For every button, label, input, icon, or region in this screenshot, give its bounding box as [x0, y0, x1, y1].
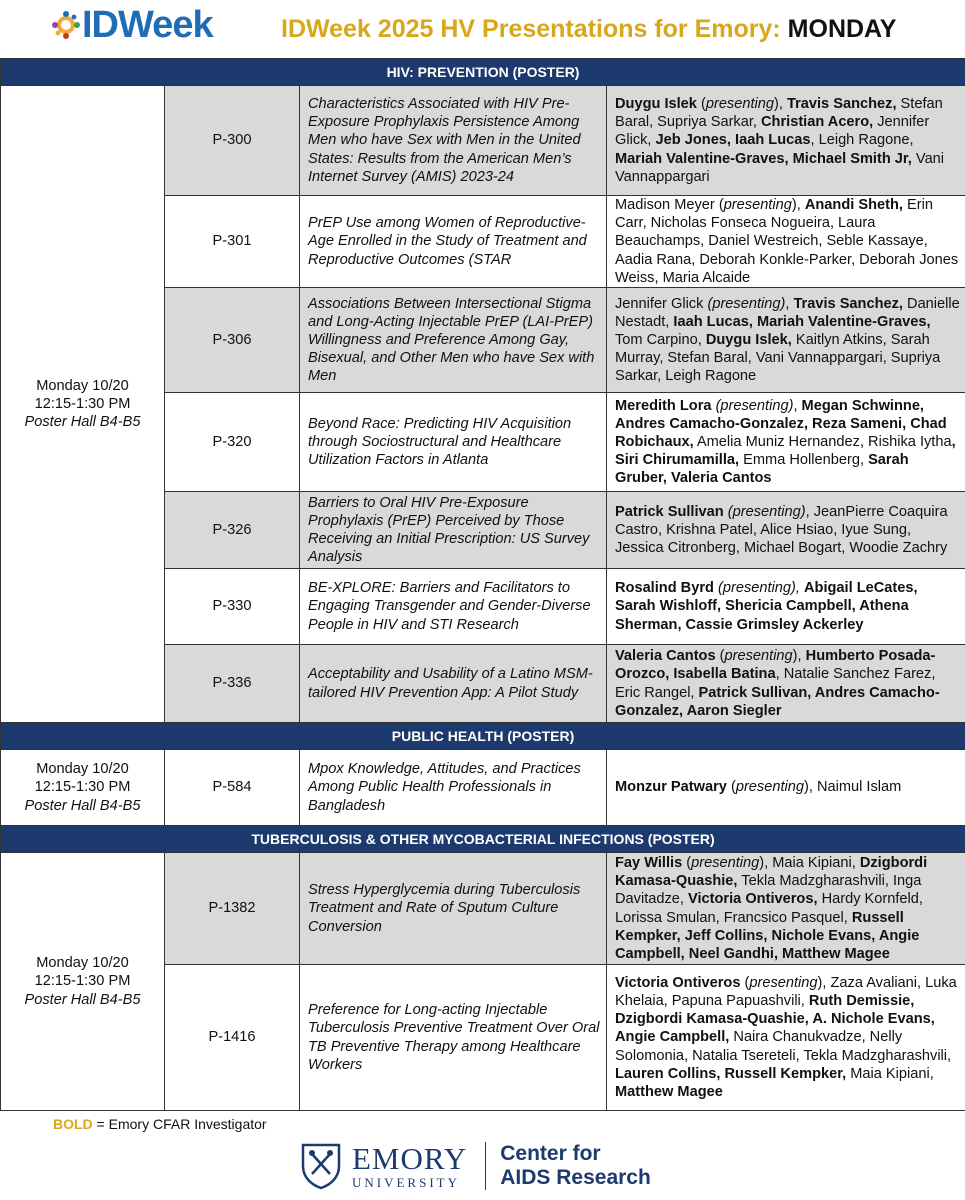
- author-emory-investigator: Megan Schwinne, Andres Camacho-Gonzalez, Reza Sameni, Chad Robichaux,: [615, 397, 947, 450]
- author-text: (: [740, 974, 750, 991]
- page-header: [0, 0, 965, 58]
- author-text: Hardy Kornfeld, Lorissa Smulan, Francsico Pasquel,: [615, 891, 923, 926]
- poster-authors: [607, 288, 965, 393]
- section-heading-hiv-prevention: HIV: PREVENTION (POSTER): [1, 59, 965, 86]
- author-emory-investigator: , Siri Chirumamilla,: [615, 433, 956, 469]
- author-text: presenting: [724, 648, 793, 665]
- session-day: Monday 10/20: [36, 761, 129, 778]
- author-text: (: [696, 95, 706, 112]
- author-emory-investigator: Meredith Lora: [615, 397, 712, 414]
- session-time-cell: [1, 750, 165, 826]
- poster-title: Characteristics Associated with HIV Pre-Exposure Prophylaxis Persistence Among Men who have Sex with Men in the United States: Results from the American Men’s Internet Survey (AMIS) 2023-24: [300, 86, 607, 196]
- session-place: Poster Hall B4-B5: [24, 797, 141, 814]
- author-emory-investigator: Fay Willis: [615, 854, 683, 871]
- session-day: Monday 10/20: [36, 955, 129, 972]
- author-text: ),: [774, 95, 787, 112]
- author-emory-investigator: Duygu Islek,: [705, 331, 792, 348]
- cfar-line-2: AIDS Research: [500, 1166, 651, 1189]
- author-emory-investigator: Lauren Collins, Russell Kempker,: [615, 1065, 847, 1082]
- poster-id: P-320: [165, 393, 300, 492]
- session-place: Poster Hall B4-B5: [24, 991, 141, 1008]
- logo-divider: [485, 1142, 486, 1190]
- legend-bold-word: BOLD: [53, 1116, 93, 1132]
- author-text: Emma Hollenberg,: [739, 452, 869, 469]
- author-emory-investigator: Jeb Jones, Iaah Lucas: [655, 132, 811, 149]
- author-emory-investigator: Abigail LeCates, Sarah Wishloff, Shericia Campbell, Athena Sherman, Cassie Grimsley Ackerley: [615, 580, 918, 633]
- title-day: MONDAY: [787, 15, 897, 43]
- session-time-cell: [1, 86, 165, 723]
- author-text: ), Maia Kipiani,: [759, 854, 860, 871]
- emory-name: EMORY: [352, 1141, 468, 1176]
- poster-authors: [607, 965, 965, 1111]
- author-emory-investigator: Rosalind Byrd: [615, 580, 714, 597]
- author-emory-investigator: Humberto Posada-Orozco, Isabella Batina: [615, 648, 936, 683]
- author-text: Vani Vannappargari: [615, 150, 945, 185]
- session-time-cell: [1, 853, 165, 1111]
- author-emory-investigator: Travis Sanchez,: [793, 295, 903, 312]
- author-emory-investigator: Victoria Ontiveros,: [688, 891, 818, 908]
- poster-title: Stress Hyperglycemia during Tuberculosis Treatment and Rate of Sputum Culture Conversion: [300, 853, 607, 965]
- author-text: ,: [785, 295, 794, 312]
- poster-authors: [607, 569, 965, 645]
- session-time: 12:15-1:30 PM: [34, 973, 131, 990]
- session-place: Poster Hall B4-B5: [24, 414, 141, 431]
- author-text: (presenting): [727, 503, 806, 520]
- cfar-line-1: Center for: [500, 1142, 601, 1165]
- author-text: , Natalie Sanchez Farez, Eric Rangel,: [615, 666, 936, 701]
- poster-id: P-584: [165, 750, 300, 826]
- poster-authors: [607, 196, 965, 288]
- poster-id: P-1382: [165, 853, 300, 965]
- idweek-logo-text: IDWeek: [82, 4, 213, 46]
- poster-title: Barriers to Oral HIV Pre-Exposure Prophylaxis (PrEP) Perceived by Those Receiving an Initial Prescription: US Survey Analysis: [300, 492, 607, 569]
- author-text: Madison Meyer (: [615, 197, 724, 213]
- session-time: 12:15-1:30 PM: [34, 395, 131, 412]
- author-text: Tom Carpino,: [615, 331, 706, 348]
- page-title: [281, 14, 897, 44]
- emory-university: UNIVERSITY: [352, 1175, 460, 1190]
- presentations-table: [0, 58, 965, 1111]
- author-text: presenting: [691, 854, 760, 871]
- author-text: presenting: [749, 974, 818, 991]
- author-text: presenting: [735, 779, 804, 796]
- section-heading-public-health: PUBLIC HEALTH (POSTER): [1, 723, 965, 750]
- author-text: ), Naimul Islam: [803, 779, 902, 796]
- poster-id: P-330: [165, 569, 300, 645]
- emory-shield-icon: [300, 1142, 342, 1190]
- poster-authors: [607, 750, 965, 826]
- emory-cfar-logo: [300, 1140, 651, 1192]
- poster-id: P-326: [165, 492, 300, 569]
- author-text: Tekla Madzgharashvili, Inga Davitadze,: [615, 873, 922, 908]
- poster-title: BE-XPLORE: Barriers and Facilitators to Engaging Transgender and Gender-Diverse People in HIV and STI Research: [300, 569, 607, 645]
- author-emory-investigator: Matthew Magee: [615, 1084, 723, 1101]
- author-emory-investigator: Sarah Gruber, Valeria Cantos: [615, 452, 909, 487]
- author-text: Jennifer Glick,: [615, 114, 930, 149]
- author-text: ),: [792, 648, 806, 665]
- author-text: ),: [791, 197, 805, 213]
- author-emory-investigator: Monzur Patwary: [615, 779, 727, 796]
- emory-wordmark: [352, 1143, 467, 1189]
- poster-title: Preference for Long-acting Injectable Tuberculosis Preventive Treatment Over Oral TB Preventive Therapy among Healthcare Workers: [300, 965, 607, 1111]
- poster-id: P-336: [165, 645, 300, 723]
- author-emory-investigator: Iaah Lucas, Mariah Valentine-Graves,: [673, 313, 931, 330]
- author-text: , Leigh Ragone,: [810, 132, 914, 149]
- author-text: (presenting): [707, 295, 786, 312]
- author-emory-investigator: Dzigbordi Kamasa-Quashie,: [615, 854, 928, 890]
- author-emory-investigator: Patrick Sullivan: [615, 503, 724, 520]
- author-emory-investigator: Christian Acero,: [761, 114, 874, 131]
- poster-id: P-306: [165, 288, 300, 393]
- author-text: ,: [793, 397, 802, 414]
- poster-title: Beyond Race: Predicting HIV Acquisition through Sociostructural and Healthcare Utilization Factors in Atlanta: [300, 393, 607, 492]
- poster-authors: [607, 393, 965, 492]
- author-emory-investigator: Patrick Sullivan, Andres Camacho-Gonzalez, Aaron Siegler: [615, 684, 940, 719]
- author-text: Naira Chanukvadze, Nelly Solomonia, Natalia Tsereteli, Tekla Madzgharashvili,: [615, 1029, 952, 1064]
- author-text: (: [682, 854, 692, 871]
- poster-id: P-300: [165, 86, 300, 196]
- author-text: Erin Carr, Nicholas Fonseca Nogueira, Laura Beauchamps, Daniel Westreich, Seble Kassaye, Aadia Rana, Deborah Konkle-Parker, Deborah Jones Weiss, Maria Alcaide: [615, 197, 959, 286]
- author-emory-investigator: Travis Sanchez,: [786, 95, 897, 112]
- poster-authors: [607, 492, 965, 569]
- title-prefix: IDWeek 2025 HV Presentations for Emory:: [281, 15, 788, 43]
- author-emory-investigator: Russell Kempker, Jeff Collins, Nichole Evans, Angie Campbell, Neel Gandhi, Matthew Magee: [615, 909, 920, 962]
- author-text: Danielle Nestadt,: [615, 295, 960, 330]
- author-emory-investigator: Duygu Islek: [615, 95, 697, 112]
- author-text: ), Zaza Avaliani, Luka Khelaia, Papuna Papuashvili,: [615, 974, 957, 1009]
- legend-text: = Emory CFAR Investigator: [92, 1116, 267, 1132]
- idweek-logo: [52, 5, 213, 45]
- author-emory-investigator: Anandi Sheth,: [804, 197, 903, 213]
- poster-title: Mpox Knowledge, Attitudes, and Practices Among Public Health Professionals in Bangladesh: [300, 750, 607, 826]
- author-text: presenting: [705, 95, 774, 112]
- session-time: 12:15-1:30 PM: [34, 779, 131, 796]
- cfar-wordmark: [500, 1142, 651, 1190]
- session-day: Monday 10/20: [36, 377, 129, 394]
- poster-authors: [607, 645, 965, 723]
- idweek-logo-icon: [52, 11, 80, 39]
- author-text: (presenting): [715, 397, 794, 414]
- author-emory-investigator: Victoria Ontiveros: [615, 974, 741, 991]
- author-text: Amelia Muniz Hernandez, Rishika Iytha: [693, 433, 952, 450]
- author-emory-investigator: Ruth Demissie, Dzigbordi Kamasa-Quashie, A. Nichole Evans, Angie Campbell,: [615, 993, 935, 1046]
- section-heading-tuberculosis: TUBERCULOSIS & OTHER MYCOBACTERIAL INFECTIONS (POSTER): [1, 826, 965, 853]
- poster-authors: [607, 853, 965, 965]
- author-text: Jennifer Glick: [615, 295, 708, 312]
- author-text: presenting: [723, 197, 792, 213]
- poster-title: Acceptability and Usability of a Latino MSM-tailored HIV Prevention App: A Pilot Study: [300, 645, 607, 723]
- author-text: Stefan Baral, Supriya Sarkar,: [615, 95, 943, 131]
- author-text: Kaitlyn Atkins, Sarah Murray, Stefan Baral, Vani Vannappargari, Supriya Sarkar, Leigh Ragone: [615, 331, 941, 385]
- author-text: , JeanPierre Coaquira Castro, Krishna Patel, Alice Hsiao, Iyue Sung, Jessica Citronberg, Michael Bogart, Woodie Zachry: [615, 503, 948, 557]
- author-text: (: [715, 648, 725, 665]
- author-emory-investigator: Mariah Valentine-Graves, Michael Smith Jr,: [615, 150, 912, 167]
- poster-title: Associations Between Intersectional Stigma and Long-Acting Injectable PrEP (LAI-PrEP) Willingness and Preference Among Gay, Bisexual, and Other Men who have Sex with Men: [300, 288, 607, 393]
- author-text: (: [726, 779, 736, 796]
- poster-id: P-1416: [165, 965, 300, 1111]
- poster-id: P-301: [165, 196, 300, 288]
- author-text: (presenting),: [718, 580, 800, 597]
- legend: [53, 1116, 267, 1132]
- poster-authors: [607, 86, 965, 196]
- poster-title: PrEP Use among Women of Reproductive-Age Enrolled in the Study of Treatment and Reproductive Outcomes (STAR: [300, 196, 607, 288]
- author-text: Maia Kipiani,: [846, 1065, 934, 1082]
- author-emory-investigator: Valeria Cantos: [615, 648, 716, 665]
